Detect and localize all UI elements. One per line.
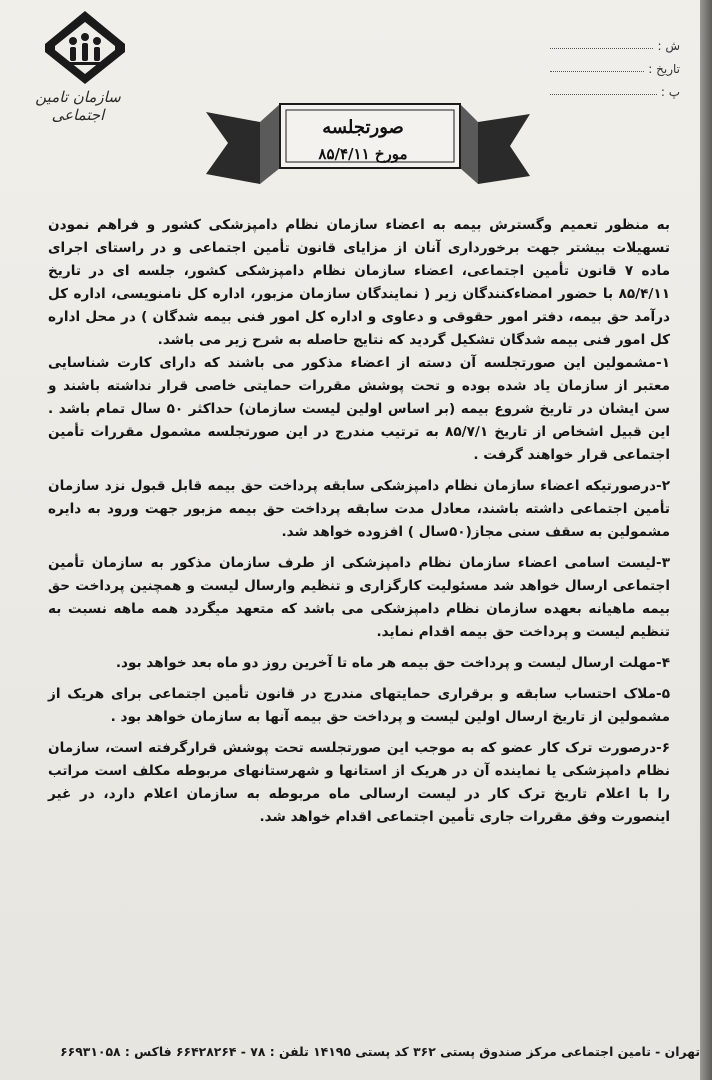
clause-4: ۴-مهلت ارسال لیست و پرداخت حق بیمه هر ماه تا آخرین روز دو ماه بعد خواهد بود. (115, 655, 670, 671)
footer-address: تهران - تامین اجتماعی مرکز صندوق پستی ۳۶۲ کد پستی ۱۴۱۹۵ تلفن : ۷۸ - ۶۶۴۲۸۲۶۴ فاکس : ۶۶۹۳۱۰۵۸ (60, 1044, 700, 1059)
intro-paragraph: به منظور تعمیم وگسترش بیمه به اعضاء سازمان نظام دامپزشکی کشور و فراهم نمودن تسهیلات بیشتر جهت برخورداری آنان از مزایای قانون تأمین اجتماعی و در راستای اجرای ماده ۷ قانون تأمین اجتماعی، اعضاء سازمان نظام دامپزشکی کشور، جلسه ای در تاریخ ۸۵/۴/۱۱ با حضور امضاءکنندگان زیر ( نمایندگان سازمان مزبور، اداره کل نامنویسی، اداره کل درآمد حق بیمه، دفتر امور حقوقی و دعاوی و اداره کل امور فنی بیمه شدگان ) در محل اداره کل امور فنی بیمه شدگان تشکیل گردید که نتایج حاصله به شرح زیر می باشد. (48, 217, 670, 348)
document-date: مورخ ۸۵/۴/۱۱ (318, 145, 408, 163)
document-meta (550, 30, 680, 99)
meta-number (550, 30, 680, 53)
document-body (48, 214, 670, 837)
meta-date-label: تاریخ : (648, 62, 680, 76)
meta-number-line (550, 47, 653, 49)
meta-date (550, 53, 680, 76)
title-text (278, 114, 448, 166)
title-banner (198, 98, 538, 198)
meta-number-label: ش : (657, 39, 680, 53)
clause-3: ۳-لیست اسامی اعضاء سازمان نظام دامپزشکی از طرف سازمان مذکور به سازمان تأمین اجتماعی ارسال خواهد شد مسئولیت کارگزاری و تنظیم وارسال لیست و همچنین پرداخت حق بیمه ماهیانه بعهده سازمان نظام دامپزشکی می باشد که متعهد میگردد همه ماهه نسبت به تنظیم لیست و پرداخت حق بیمه اقدام نماید. (48, 555, 670, 640)
clause-6: ۶-درصورت ترک کار عضو که به موجب این صورتجلسه تحت پوشش قرارگرفته است، سازمان نظام دامپزشکی یا نماینده آن در هریک از استانها و شهرستانهای مربوطه مکلف است مراتب را با اعلام تاریخ ترک کار در لیست ارسالی ماه مربوطه به سازمان اعلام دارد، در غیر اینصورت وفق مقررات جاری تأمین اجتماعی اقدام خواهد شد. (48, 740, 670, 825)
document-title: صورتجلسه (322, 117, 404, 138)
clause-5: ۵-ملاک احتساب سابقه و برقراری حمایتهای مندرج در قانون تأمین اجتماعی برای هریک از مشمولین از تاریخ ارسال اولین لیست و پرداخت حق بیمه آنها به سازمان خواهد بود . (48, 686, 670, 725)
meta-attachment-label: پ : (660, 85, 680, 99)
meta-date-line (550, 70, 644, 72)
clause-2: ۲-درصورتیکه اعضاء سازمان نظام دامپزشکی سابقه پرداخت حق بیمه قابل قبول نزد سازمان تأمین اجتماعی داشته باشند، معادل مدت سابقه پرداخت حق بیمه مزبور جهت ورود به دایره مشمولین به سقف سنی مجاز(۵۰سال ) افزوده خواهد شد. (48, 478, 670, 540)
meta-attachment (550, 76, 680, 99)
org-name: سازمان تامین اجتماعی (35, 88, 121, 124)
meta-attachment-line (550, 93, 657, 95)
page-edge (700, 0, 712, 1080)
clause-1: ۱-مشمولین این صورتجلسه آن دسته از اعضاء مذکور می باشند که دارای کارت شناسایی معتبر از سازمان یاد شده بوده و تحت پوشش مقررات حمایتی خاصی قرار نداشته باشند و سن ایشان در تاریخ شروع بیمه (بر اساس اولین لیست سازمان) حداکثر ۵۰ سال تمام باشد . این قبیل اشخاص از تاریخ ۸۵/۷/۱ به ترتیب مندرج در این صورتجلسه مشمول مقررات تأمین اجتماعی قرار خواهند گرفت . (48, 355, 670, 463)
social-security-logo (40, 8, 130, 86)
